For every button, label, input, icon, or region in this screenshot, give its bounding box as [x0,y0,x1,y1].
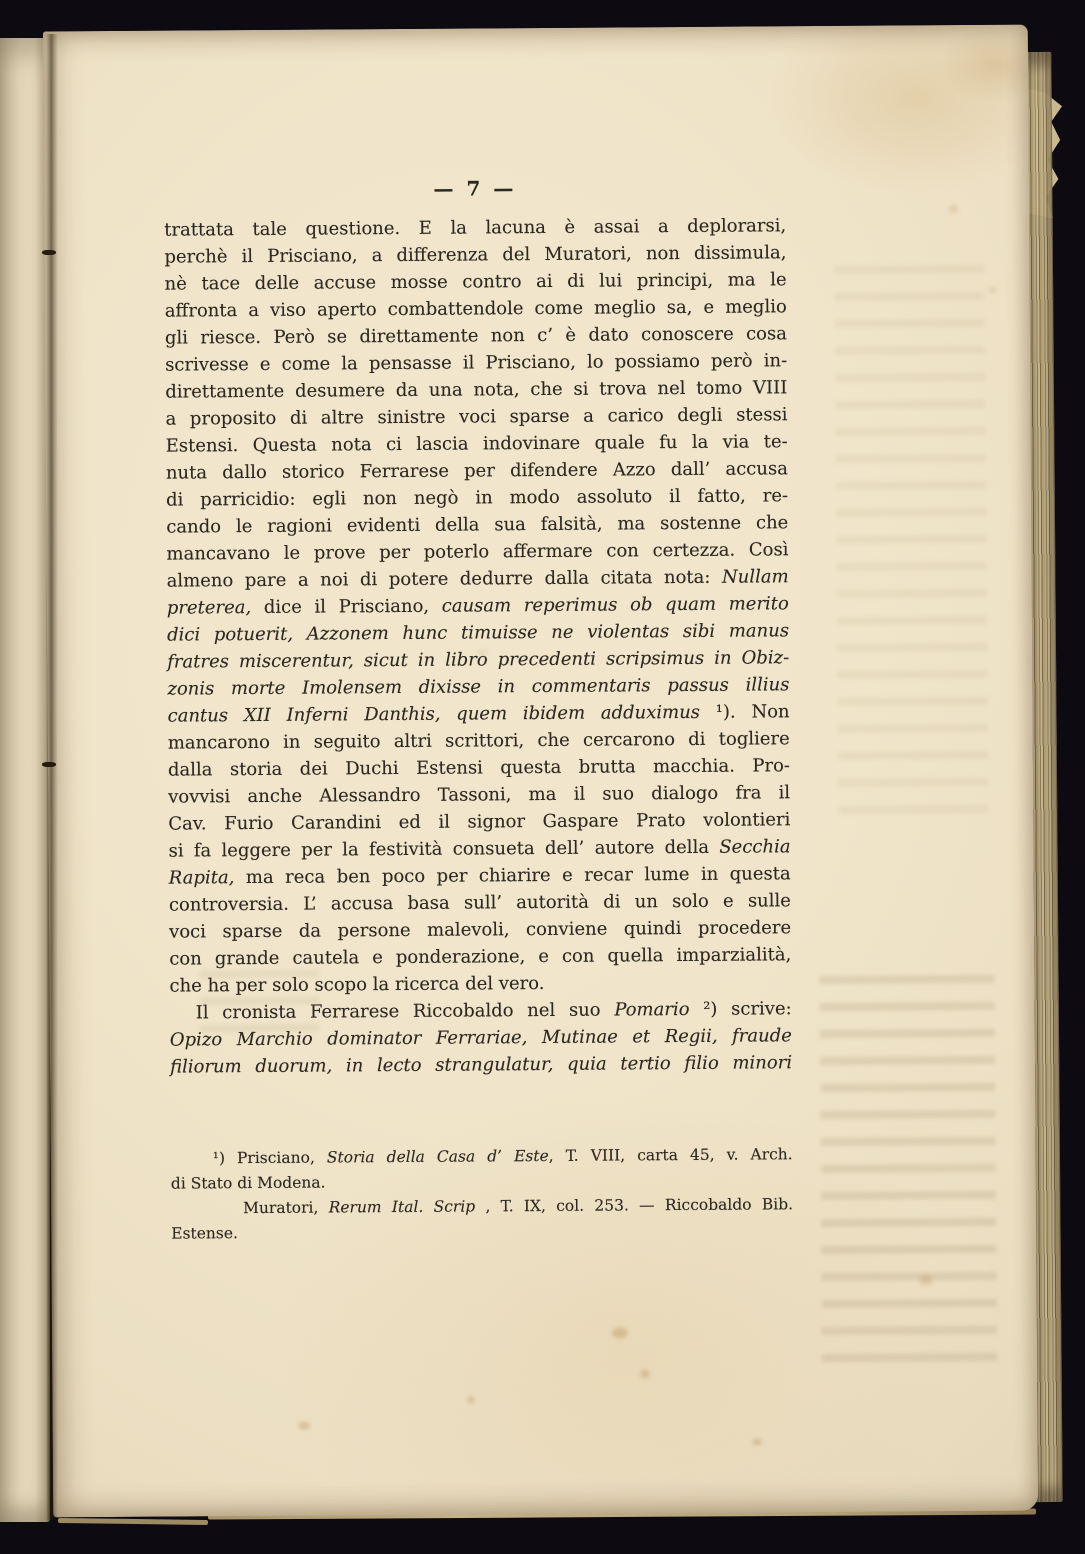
italic-text-run: zonis morte Imolensem dixisse in commentaris passus illius [167,674,790,700]
text-line [166,455,788,486]
show-through-text [834,265,988,826]
book-page [43,25,1038,1518]
text-line [164,239,786,270]
text-run: Cav. Furio Carandini ed il signor Gaspare Prato volontieri [168,809,791,835]
binding-notch [42,762,56,767]
foxing-spot [467,1396,474,1403]
text-run: scrivesse e come la pensasse il Prisciano, lo possiamo però in- [165,350,788,376]
foxing-spot [640,1369,649,1378]
text-run: gli riesce. Però se direttamente non c’ è dato conoscere cosa [164,323,788,349]
text-line [170,1049,792,1080]
italic-text-run: filiorum duorum, in lecto strangulatur, quia tertio filio minori [169,1052,793,1078]
text-line [166,509,788,540]
foxing-spot [477,648,487,656]
text-run: Muratori, [242,1198,329,1218]
text-line [165,401,787,432]
text-run: controversia. L’ accusa basa sull’ autorità di un solo e sulle [168,890,791,916]
text-line [167,590,789,621]
text-line [165,347,787,378]
text-run: nuta dallo storico Ferrarese per difendere Azzo dall’ accusa [165,458,788,484]
text-line [165,320,787,351]
text-run: ²) scrive: [689,998,792,1020]
text-line [166,482,788,513]
text-run: direttamente desumere da una nota, che si trova nel tomo VIII [165,377,788,403]
italic-text-run: preterea, [166,597,252,619]
text-run: cando le ragioni evidenti della sua falsità, ma sostenne che [166,512,789,538]
text-line [166,428,788,459]
text-run: vovvisi anche Alessandro Tassoni, ma il suo dialogo fra il [168,782,791,808]
text-line [169,941,791,972]
body-text-block [164,212,792,1080]
italic-text-run: dici potuerit, Azzonem hunc timuisse ne violentas sibi manus [166,620,790,646]
previous-page-edge [0,38,50,1522]
text-line [165,374,787,405]
italic-text-run: Storia della Casa d’ Este [326,1146,549,1167]
text-run: Il cronista Ferrarese Riccobaldo nel suo [195,999,615,1024]
text-run: dalla storia dei Duchi Estensi questa brutta macchia. Pro- [167,755,791,781]
text-line [167,617,789,648]
text-run: con grande cautela e ponderazione, e con quella imparzialità, [169,944,792,970]
text-line [171,1217,793,1246]
text-run: trattata tale questione. E la lacuna è assai a deplorarsi, [164,215,787,241]
text-run: , T. IX, col. 253. — Riccobaldo Bib. [475,1195,794,1216]
text-run: affronta a viso aperto combattendole come meglio sa, e meglio [164,296,787,322]
foxing-spot [989,287,997,294]
bottom-left-page-edge [58,1518,208,1525]
binding-notch [42,250,56,255]
text-line [169,887,791,918]
text-line [168,698,790,729]
text-run: di Stato di Modena. [170,1173,326,1193]
text-run: ¹) Prisciano, [212,1148,327,1168]
text-run: almeno pare a noi di potere dedurre dalla citata nota: [166,566,723,592]
text-run: voci sparse da persone malevoli, conviene quindi procedere [169,917,792,943]
text-run: si fa leggere per la festività consueta dell’ autore della [168,836,720,862]
text-line [164,212,786,243]
italic-text-run: Secchia [719,836,791,858]
show-through-text [199,970,320,1051]
text-line [168,725,790,756]
text-run: , T. VIII, carta 45, v. Arch. [548,1145,793,1165]
italic-text-run: Rapita, [168,867,235,889]
text-line [171,1192,793,1221]
text-line [167,671,789,702]
text-line [168,752,790,783]
text-line [164,266,786,297]
italic-text-run: Pomario [614,998,690,1021]
italic-text-run: Nullam [721,566,789,588]
text-line [168,833,790,864]
text-run: a proposito di altre sinistre voci sparse a carico degli stessi [165,404,788,430]
text-run: nè tace delle accuse mosse contro ai di lui principi, ma le [164,269,787,295]
foxing-spot [612,1327,628,1338]
foxing-spot [949,205,958,213]
text-line [165,293,787,324]
page-number-header: — 7 — [433,176,517,201]
text-line [169,914,791,945]
text-run: ma reca ben poco per chiarire e recar lume in questa [234,863,791,889]
text-run: mancavano le prove per poterlo affermare con certezza. Così [166,539,789,565]
show-through-text [819,975,997,1366]
text-line [169,860,791,891]
italic-text-run: fratres miscerentur, sicut in libro precedenti scripsimus in Obiz- [167,647,790,673]
foxing-spot [299,1422,310,1430]
italic-text-run: Opizo Marchio dominator Ferrariae, Mutinae et Regii, fraude [169,1025,792,1051]
text-run: Estensi. Questa nota ci lascia indovinare quale fu la via te- [165,431,788,457]
italic-text-run: causam reperimus ob quam merito [441,593,789,617]
text-run: Estense. [171,1224,239,1243]
text-run: che ha per solo scopo la ricerca del vero. [169,972,545,997]
foxing-spot [753,1438,762,1445]
italic-text-run: cantus XII Inferni Danthis, quem ibidem adduximus [167,701,701,727]
gutter-shadow [46,34,58,1520]
text-line [168,806,790,837]
text-run: perchè il Prisciano, a differenza del Muratori, non dissimula, [164,242,787,268]
footnotes-block [171,1142,794,1246]
text-line [167,563,789,594]
text-line [168,779,790,810]
text-line [166,536,788,567]
text-run: di parricidio: egli non negò in modo assoluto il fatto, re- [166,485,789,511]
text-run: dice il Prisciano, [251,595,442,619]
italic-text-run: Rerum Ital. Scrip [328,1197,476,1217]
text-line [171,1142,793,1171]
text-run: ¹). Non [699,701,790,723]
text-run: mancarono in seguito altri scrittori, che cercarono di togliere [167,728,790,754]
